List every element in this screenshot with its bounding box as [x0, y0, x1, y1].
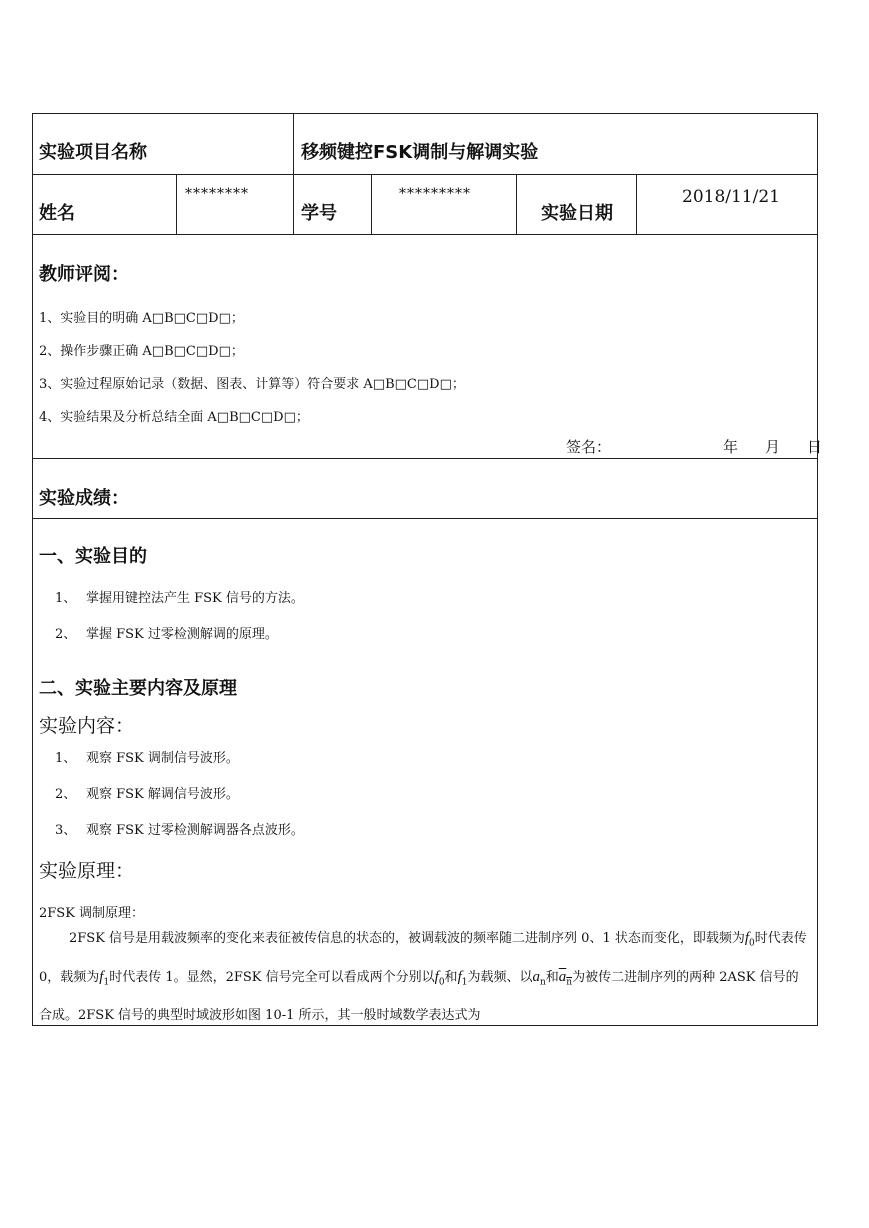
name-label: 姓名: [39, 203, 75, 224]
objective-text: 掌握用键控法产生 FSK 信号的方法。: [86, 591, 304, 606]
content-text: 观察 FSK 过零检测解调器各点波形。: [86, 823, 304, 838]
col-divider: [636, 174, 637, 234]
name-value: ********: [185, 186, 249, 202]
section2-title: 二、实验主要内容及原理: [39, 678, 237, 699]
id-value: *********: [399, 186, 471, 202]
review-item: 2、操作步骤正确 A□B□C□D□；: [39, 344, 244, 359]
grade-title: 实验成绩：: [39, 488, 129, 509]
objective-text: 掌握 FSK 过零检测解调的原理。: [86, 627, 278, 642]
project-label: 实验项目名称: [39, 142, 147, 163]
review-item: 4、实验结果及分析总结全面 A□B□C□D□；: [39, 410, 309, 425]
content-title: 实验内容：: [39, 715, 135, 737]
row-divider: [33, 458, 817, 459]
review-title: 教师评阅：: [39, 264, 129, 285]
content-text: 观察 FSK 调制信号波形。: [86, 751, 239, 766]
report-table: [32, 113, 829, 1026]
row-divider: [33, 518, 817, 519]
objective-num: 1、: [55, 591, 77, 606]
sign-date: 年 月 日: [723, 438, 829, 456]
content-num: 3、: [55, 823, 77, 838]
content-text: 观察 FSK 解调信号波形。: [86, 787, 239, 802]
col-divider: [516, 174, 517, 234]
col-divider: [293, 114, 294, 234]
principle-paragraph: 2FSK 信号是用载波频率的变化来表征被传信息的状态的，被调载波的频率随二进制序列 0、1 状态而变化，即载频为$f_0$时代表传 0，载频为$f_1$时代表传 1。显然，2FSK 信号完全可以看成两个分别以$f_0$和$f_1$为载频、以$a_n$和$a_n$为被传二进制序列的两种 2ASK 信号的合成。2FSK 信号的典型时域波形如图 10-1 所示，其一般时域数学表达式为: [39, 930, 807, 1024]
date-value: 2018/11/21: [682, 187, 780, 207]
date-label: 实验日期: [541, 203, 613, 224]
principle-subtitle: 2FSK 调制原理：: [39, 906, 145, 921]
section1-title: 一、实验目的: [39, 546, 147, 567]
review-item: 3、实验过程原始记录（数据、图表、计算等）符合要求 A□B□C□D□；: [39, 377, 465, 392]
row-divider: [33, 234, 817, 235]
content-num: 1、: [55, 751, 77, 766]
row-divider: [33, 174, 817, 175]
id-label: 学号: [301, 203, 337, 224]
objective-num: 2、: [55, 627, 77, 642]
content-num: 2、: [55, 787, 77, 802]
project-value: 移频键控FSK调制与解调实验: [301, 142, 539, 163]
col-divider: [176, 174, 177, 234]
review-item: 1、实验目的明确 A□B□C□D□；: [39, 311, 244, 326]
sign-label: 签名：: [566, 438, 612, 456]
col-divider: [371, 174, 372, 234]
principle-title: 实验原理：: [39, 860, 135, 882]
